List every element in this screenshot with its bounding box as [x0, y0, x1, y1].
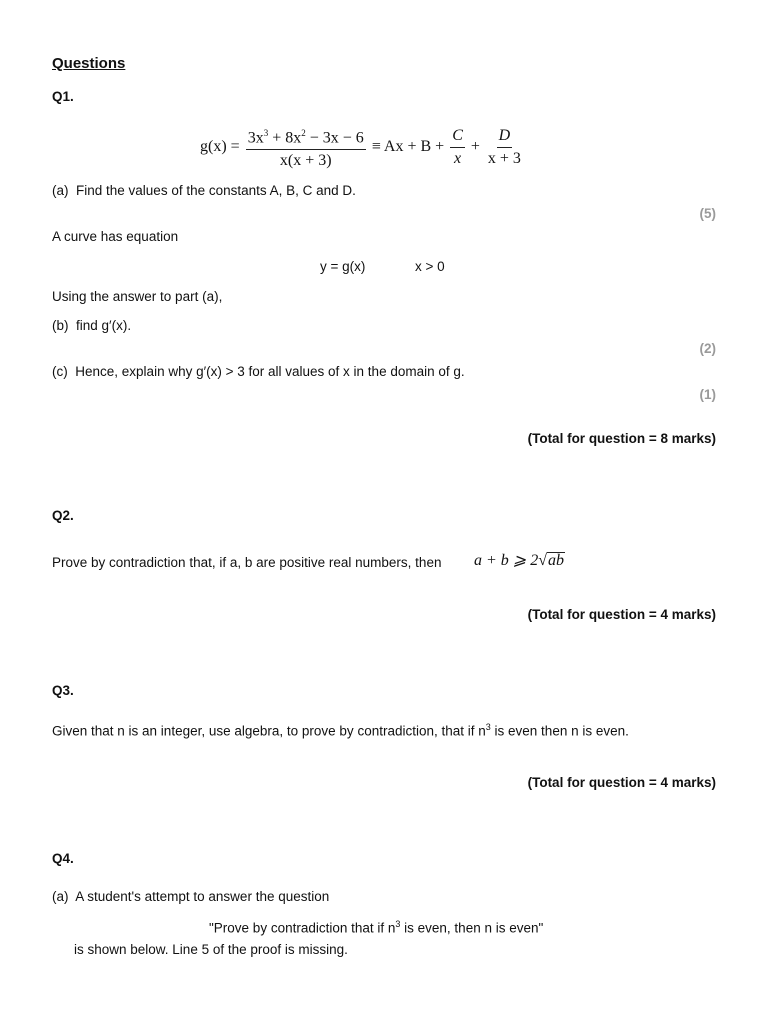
question-4-label: Q4. [52, 851, 74, 866]
q1-eq-fraction-d: $\frac{D}{x + 3}$ [487, 126, 521, 167]
q1-part-c-marks: (1) [699, 387, 716, 402]
q4-shown-text: is shown below. Line 5 of the proof is missing. [74, 942, 348, 957]
q3-total-marks: (Total for question = 4 marks) [527, 775, 716, 790]
question-3-label: Q3. [52, 683, 74, 698]
q1-eq-denominator: x(x + 3) [279, 152, 332, 170]
q1-curve-text: A curve has equation [52, 229, 179, 244]
q1-part-c-label: (c) [52, 364, 68, 379]
q3-text: Given that n is an integer, use algebra, to prove by contradiction, that if $n^3$ is even then n is even. [52, 722, 629, 739]
q1-part-a-marks: (5) [699, 206, 716, 221]
q2-inequality: a + b ⩾ 2√ab [474, 552, 564, 569]
q4-part-a-label: (a) [52, 889, 69, 904]
q1-eq-identity: ≡ Ax + B + [371, 137, 445, 155]
q1-using-text: Using the answer to part (a), [52, 289, 223, 304]
q1-eq-numerator: $3x^3 + 8x^2 - 3x - 6$ [246, 124, 366, 150]
q4-part-a [52, 889, 329, 904]
q1-eq-plus: + [470, 137, 480, 155]
q2-text: Prove by contradiction that, if a, b are positive real numbers, then [52, 555, 442, 570]
question-1-label: Q1. [52, 89, 74, 104]
q2-total-marks: (Total for question = 4 marks) [527, 607, 716, 622]
q1-part-b-label: (b) [52, 318, 69, 333]
q1-eq-fraction-c: $\frac{C}{x}$ [452, 126, 463, 167]
q1-part-b-text: find g′(x). [76, 318, 132, 333]
q1-part-b [52, 318, 131, 333]
q1-curve-equation: y = g(x) [320, 259, 366, 274]
page-heading: Questions [52, 55, 126, 72]
q1-part-a [52, 183, 356, 198]
q1-part-c-text: Hence, explain why g′(x) > 3 for all values of x in the domain of g. [75, 364, 465, 379]
q4-quoted-question: "Prove by contradiction that if $n^3$ is even, then n is even" [209, 919, 544, 936]
q1-total-marks: (Total for question = 8 marks) [527, 431, 716, 446]
question-2-label: Q2. [52, 508, 74, 523]
q1-curve-domain: x > 0 [415, 259, 445, 274]
q4-part-a-text: A student's attempt to answer the question [75, 889, 330, 904]
q1-eq-lhs: g(x) = [200, 137, 240, 155]
q1-part-b-marks: (2) [699, 341, 716, 356]
q1-equation [200, 124, 525, 170]
q1-part-c [52, 364, 465, 379]
q1-eq-main-fraction [246, 124, 366, 170]
q1-part-a-text: Find the values of the constants A, B, C and D. [76, 183, 356, 198]
q1-part-a-label: (a) [52, 183, 69, 198]
q2-sqrt-radicand: ab [547, 552, 564, 569]
